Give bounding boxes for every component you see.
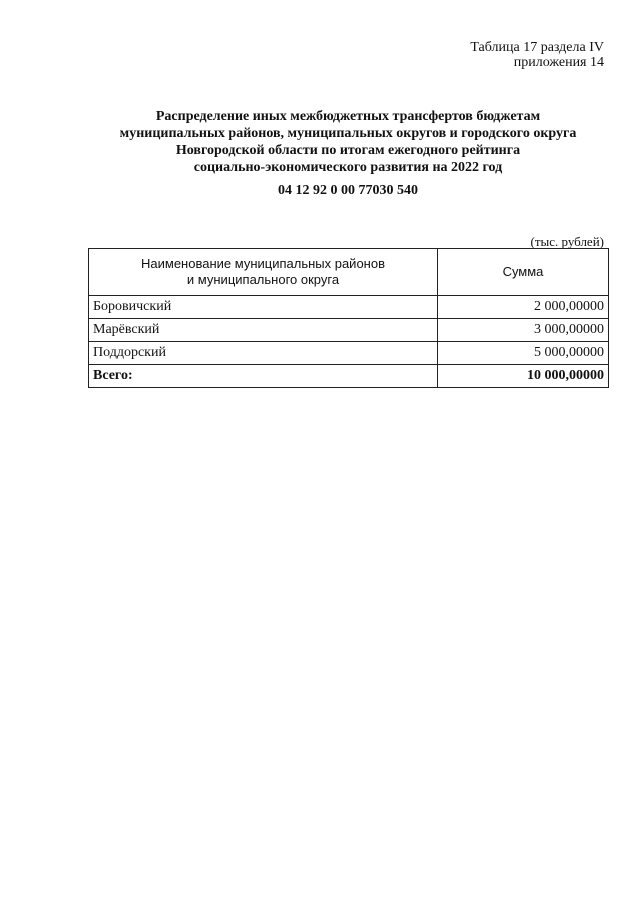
document-title: [60, 108, 636, 176]
row-name: Поддорский: [89, 342, 438, 365]
row-amount: 2 000,00000: [438, 296, 609, 319]
table-reference: [470, 40, 604, 70]
table-row: [89, 296, 609, 319]
table-reference-line2: приложения 14: [513, 55, 604, 70]
table-header-row: [89, 249, 609, 296]
total-row: [89, 365, 609, 388]
distribution-table: [88, 248, 609, 388]
budget-code: 04 12 92 0 00 77030 540: [278, 183, 418, 198]
row-amount: 5 000,00000: [438, 342, 609, 365]
column-header-amount: Сумма: [438, 249, 609, 296]
title-line4: социально-экономического развития на 2022 год: [193, 160, 503, 175]
table-row: [89, 319, 609, 342]
total-label: Всего:: [89, 365, 438, 388]
column-header-name-line1: Наименование муниципальных районов: [141, 256, 385, 271]
table-reference-line1: Таблица 17 раздела IV: [470, 40, 604, 55]
units-label: (тыс. рублей): [530, 234, 604, 249]
total-amount: 10 000,00000: [438, 365, 609, 388]
title-line2: муниципальных районов, муниципальных округов и городского округа: [119, 126, 577, 141]
row-name: Боровичский: [89, 296, 438, 319]
table-row: [89, 342, 609, 365]
row-amount: 3 000,00000: [438, 319, 609, 342]
title-line3: Новгородской области по итогам ежегодного рейтинга: [175, 143, 521, 158]
column-header-name: [89, 249, 438, 296]
title-line1: Распределение иных межбюджетных трансфертов бюджетам: [155, 109, 541, 124]
column-header-name-line2: и муниципального округа: [186, 272, 340, 287]
row-name: Марёвский: [89, 319, 438, 342]
